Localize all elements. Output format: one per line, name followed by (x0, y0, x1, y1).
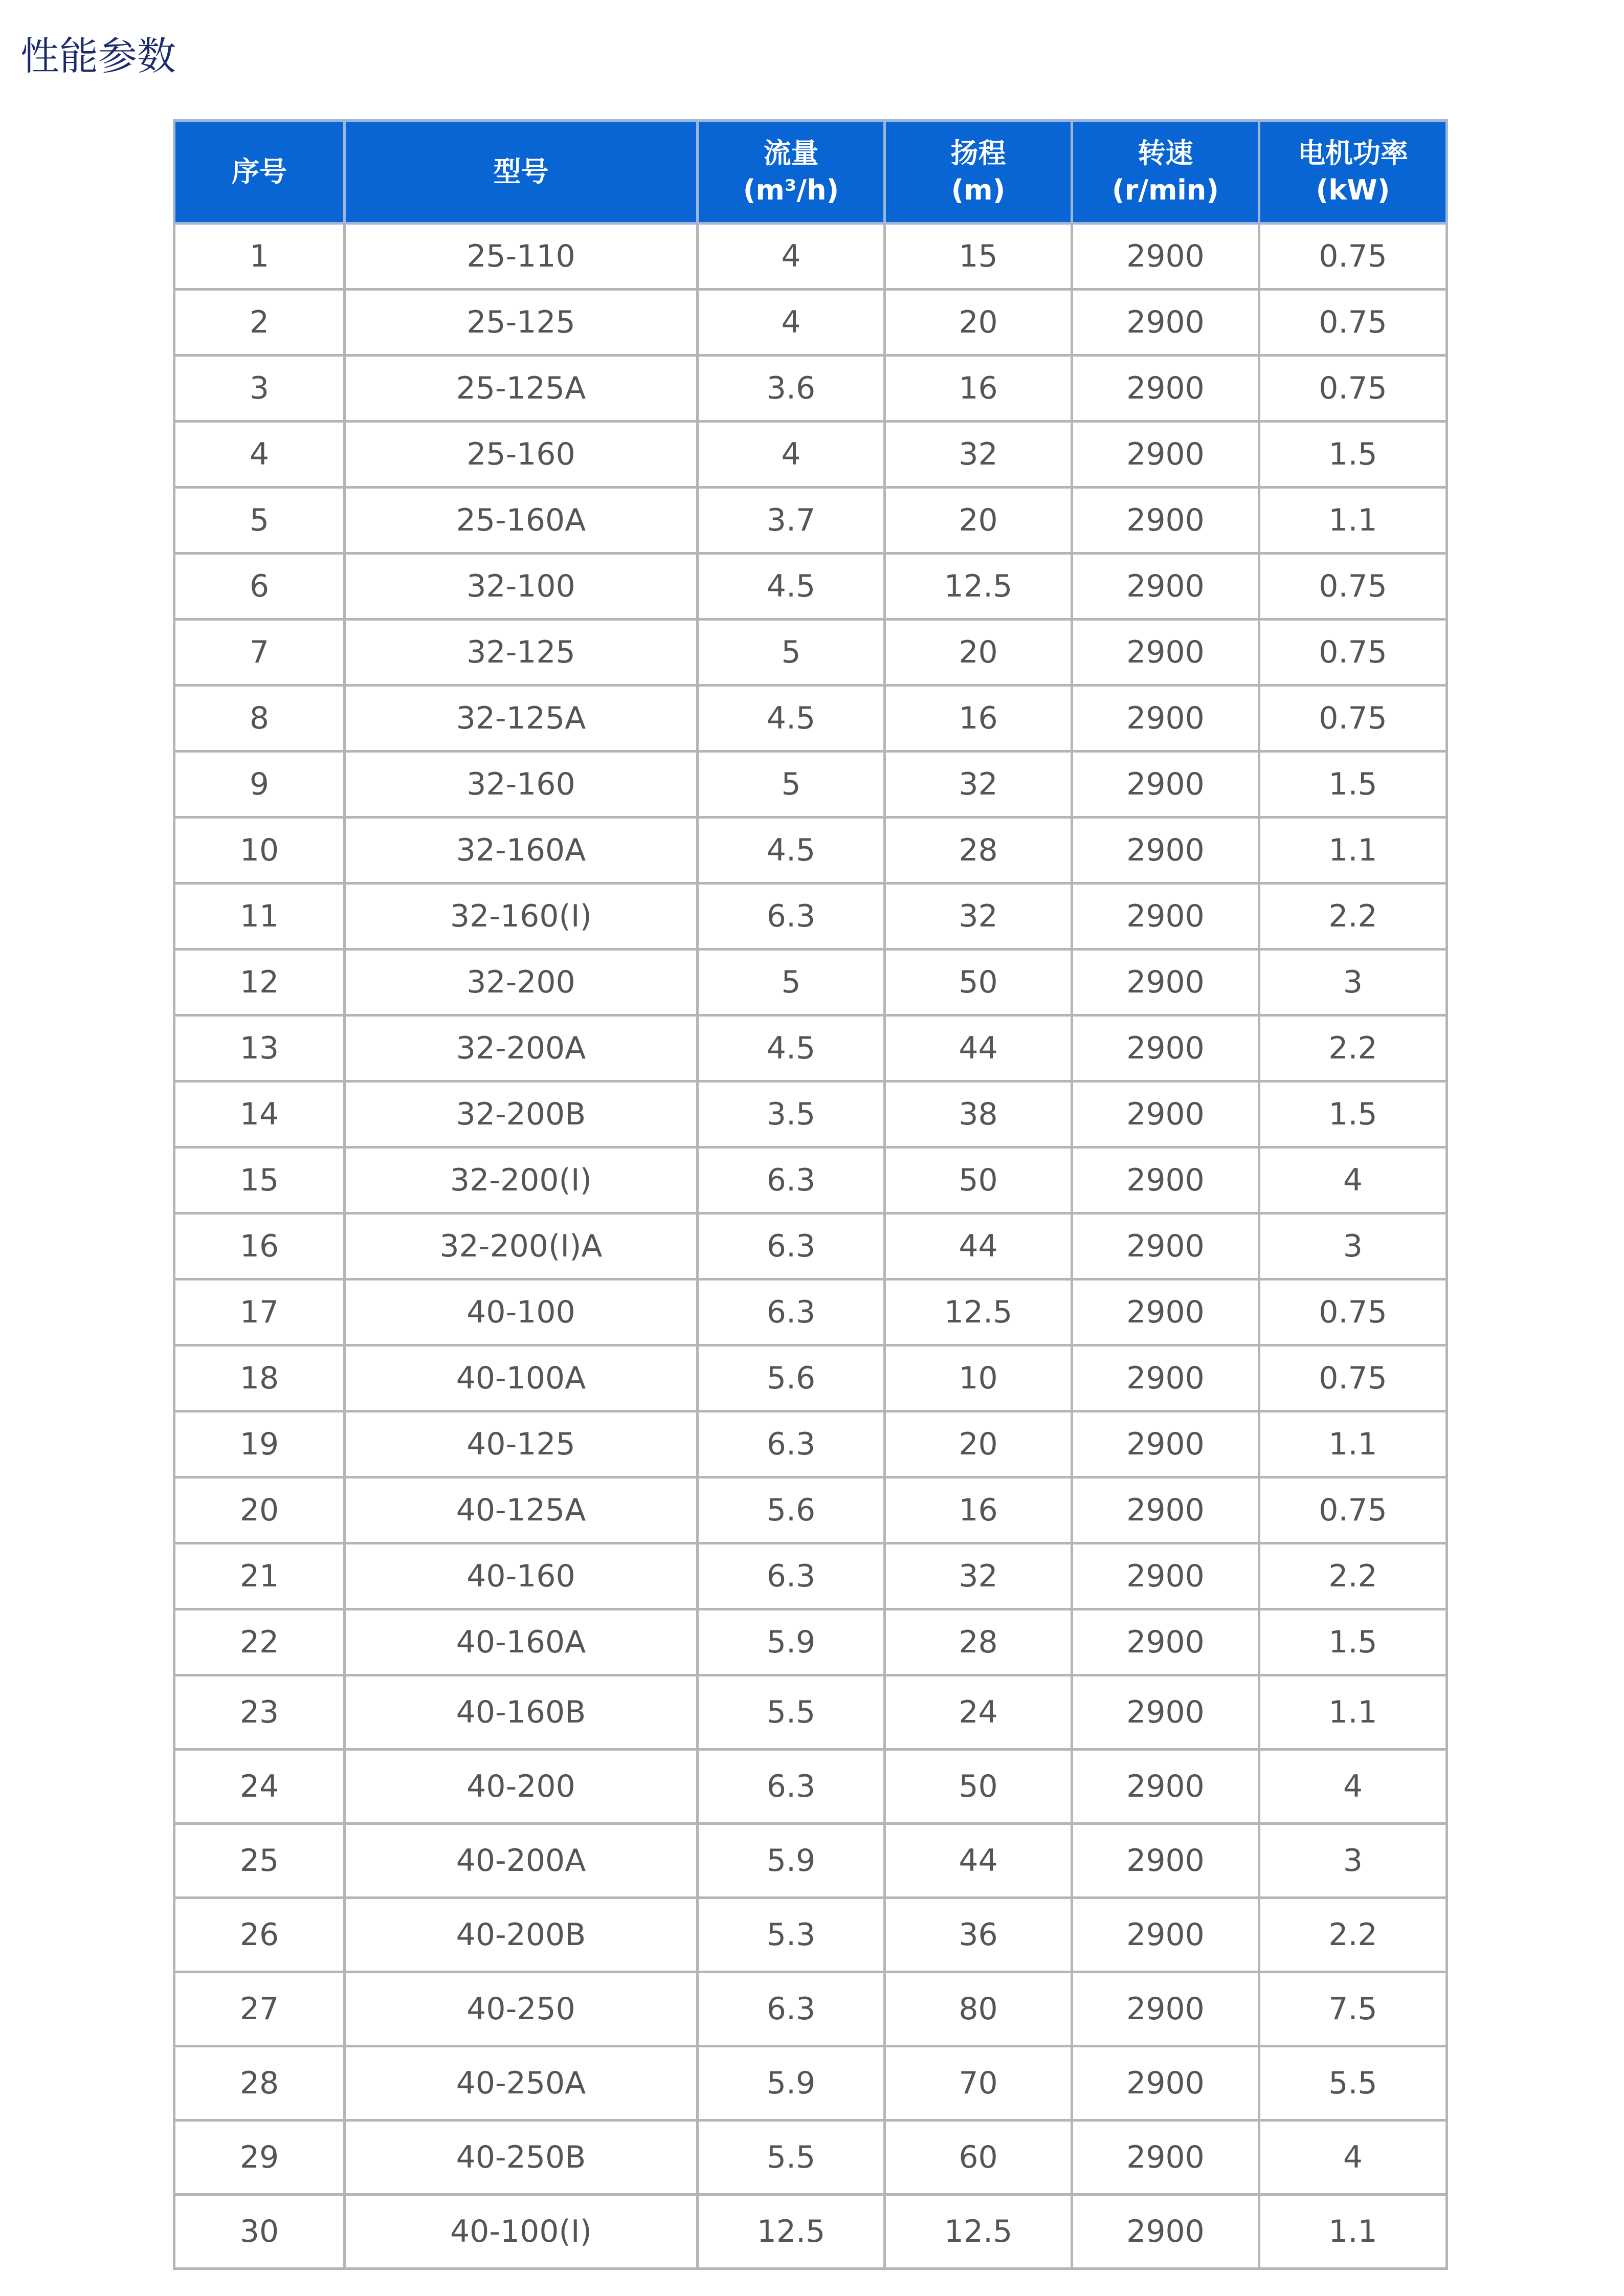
cell-head: 15 (885, 224, 1072, 290)
cell-motor-power: 3 (1259, 950, 1447, 1015)
cell-index: 30 (174, 2195, 345, 2269)
table-row (174, 2121, 1447, 2195)
cell-index: 2 (174, 290, 345, 356)
cell-motor-power: 4 (1259, 1147, 1447, 1213)
cell-head: 60 (885, 2121, 1072, 2195)
cell-model: 40-200B (345, 1898, 698, 1972)
header-model (345, 121, 698, 224)
cell-speed: 2900 (1072, 1898, 1259, 1972)
cell-motor-power: 0.75 (1259, 554, 1447, 620)
cell-model: 32-200B (345, 1081, 698, 1147)
cell-motor-power: 0.75 (1259, 620, 1447, 686)
header-head (885, 121, 1072, 224)
table-row (174, 1147, 1447, 1213)
cell-flow: 6.3 (698, 884, 885, 950)
cell-model: 40-100A (345, 1345, 698, 1411)
cell-flow: 5 (698, 752, 885, 818)
table-row (174, 1345, 1447, 1411)
cell-index: 21 (174, 1543, 345, 1609)
cell-index: 23 (174, 1675, 345, 1750)
cell-speed: 2900 (1072, 1147, 1259, 1213)
header-label: 扬程 (950, 137, 1006, 169)
table-row (174, 2195, 1447, 2269)
cell-flow: 4.5 (698, 818, 885, 884)
table-row (174, 1081, 1447, 1147)
cell-speed: 2900 (1072, 1477, 1259, 1543)
cell-flow: 5.9 (698, 2046, 885, 2121)
table-row (174, 1609, 1447, 1675)
table-row (174, 686, 1447, 752)
cell-index: 25 (174, 1824, 345, 1898)
cell-flow: 5.6 (698, 1345, 885, 1411)
cell-motor-power: 1.1 (1259, 488, 1447, 554)
cell-model: 32-125 (345, 620, 698, 686)
cell-motor-power: 0.75 (1259, 1477, 1447, 1543)
cell-speed: 2900 (1072, 1750, 1259, 1824)
table-row (174, 620, 1447, 686)
cell-speed: 2900 (1072, 1609, 1259, 1675)
header-unit: (m³/h) (743, 174, 839, 206)
cell-motor-power: 4 (1259, 1750, 1447, 1824)
cell-flow: 6.3 (698, 1147, 885, 1213)
cell-head: 12.5 (885, 1279, 1072, 1345)
cell-index: 15 (174, 1147, 345, 1213)
cell-model: 40-200 (345, 1750, 698, 1824)
cell-motor-power: 2.2 (1259, 1898, 1447, 1972)
header-unit: (r/min) (1112, 174, 1219, 206)
cell-model: 32-200(I)A (345, 1213, 698, 1279)
cell-speed: 2900 (1072, 290, 1259, 356)
cell-head: 50 (885, 1750, 1072, 1824)
table-row (174, 1972, 1447, 2046)
cell-head: 70 (885, 2046, 1072, 2121)
cell-index: 27 (174, 1972, 345, 2046)
cell-motor-power: 3 (1259, 1213, 1447, 1279)
table-body (174, 224, 1447, 2269)
cell-speed: 2900 (1072, 1213, 1259, 1279)
cell-motor-power: 2.2 (1259, 884, 1447, 950)
cell-index: 16 (174, 1213, 345, 1279)
cell-speed: 2900 (1072, 950, 1259, 1015)
cell-motor-power: 1.5 (1259, 752, 1447, 818)
cell-index: 19 (174, 1411, 345, 1477)
cell-model: 40-100 (345, 1279, 698, 1345)
header-flow (698, 121, 885, 224)
table-row (174, 884, 1447, 950)
cell-flow: 4 (698, 422, 885, 488)
cell-model: 32-200A (345, 1015, 698, 1081)
table-row (174, 1411, 1447, 1477)
cell-motor-power: 1.5 (1259, 422, 1447, 488)
cell-motor-power: 1.1 (1259, 818, 1447, 884)
cell-head: 16 (885, 356, 1072, 422)
cell-motor-power: 1.1 (1259, 2195, 1447, 2269)
table-row (174, 356, 1447, 422)
cell-head: 50 (885, 950, 1072, 1015)
cell-head: 20 (885, 620, 1072, 686)
table-row (174, 2046, 1447, 2121)
cell-head: 16 (885, 1477, 1072, 1543)
cell-speed: 2900 (1072, 2121, 1259, 2195)
page-title: 性能参数 (20, 33, 176, 79)
table-row (174, 1477, 1447, 1543)
cell-model: 40-250 (345, 1972, 698, 2046)
cell-model: 32-160(I) (345, 884, 698, 950)
cell-motor-power: 0.75 (1259, 1279, 1447, 1345)
cell-motor-power: 1.1 (1259, 1411, 1447, 1477)
cell-flow: 3.7 (698, 488, 885, 554)
cell-speed: 2900 (1072, 686, 1259, 752)
cell-model: 40-250A (345, 2046, 698, 2121)
cell-motor-power: 2.2 (1259, 1543, 1447, 1609)
table-row (174, 1898, 1447, 1972)
cell-flow: 5 (698, 620, 885, 686)
table-row (174, 1279, 1447, 1345)
table-row (174, 1213, 1447, 1279)
cell-index: 4 (174, 422, 345, 488)
cell-motor-power: 7.5 (1259, 1972, 1447, 2046)
cell-index: 24 (174, 1750, 345, 1824)
cell-head: 80 (885, 1972, 1072, 2046)
cell-speed: 2900 (1072, 1972, 1259, 2046)
cell-model: 25-125A (345, 356, 698, 422)
cell-speed: 2900 (1072, 1015, 1259, 1081)
table-row (174, 1015, 1447, 1081)
cell-model: 40-125A (345, 1477, 698, 1543)
cell-flow: 4.5 (698, 1015, 885, 1081)
cell-speed: 2900 (1072, 884, 1259, 950)
cell-model: 32-125A (345, 686, 698, 752)
cell-model: 40-250B (345, 2121, 698, 2195)
cell-index: 17 (174, 1279, 345, 1345)
cell-speed: 2900 (1072, 752, 1259, 818)
cell-head: 10 (885, 1345, 1072, 1411)
cell-flow: 5.5 (698, 2121, 885, 2195)
cell-motor-power: 0.75 (1259, 224, 1447, 290)
cell-flow: 3.6 (698, 356, 885, 422)
cell-speed: 2900 (1072, 1824, 1259, 1898)
cell-index: 28 (174, 2046, 345, 2121)
cell-flow: 3.5 (698, 1081, 885, 1147)
table-row (174, 422, 1447, 488)
cell-speed: 2900 (1072, 224, 1259, 290)
cell-speed: 2900 (1072, 2195, 1259, 2269)
cell-head: 38 (885, 1081, 1072, 1147)
cell-head: 36 (885, 1898, 1072, 1972)
header-index (174, 121, 345, 224)
header-unit: (m) (951, 174, 1006, 206)
cell-flow: 4.5 (698, 686, 885, 752)
cell-index: 12 (174, 950, 345, 1015)
cell-head: 50 (885, 1147, 1072, 1213)
cell-flow: 5.6 (698, 1477, 885, 1543)
cell-flow: 5.9 (698, 1609, 885, 1675)
cell-flow: 4.5 (698, 554, 885, 620)
cell-flow: 6.3 (698, 1213, 885, 1279)
cell-motor-power: 1.1 (1259, 1675, 1447, 1750)
cell-motor-power: 1.5 (1259, 1081, 1447, 1147)
cell-index: 11 (174, 884, 345, 950)
cell-head: 32 (885, 752, 1072, 818)
table-header-row (174, 121, 1447, 224)
cell-motor-power: 0.75 (1259, 290, 1447, 356)
cell-flow: 6.3 (698, 1543, 885, 1609)
cell-model: 40-125 (345, 1411, 698, 1477)
cell-flow: 6.3 (698, 1279, 885, 1345)
header-speed (1072, 121, 1259, 224)
table-row (174, 290, 1447, 356)
cell-index: 9 (174, 752, 345, 818)
cell-motor-power: 0.75 (1259, 1345, 1447, 1411)
cell-head: 20 (885, 488, 1072, 554)
cell-speed: 2900 (1072, 818, 1259, 884)
cell-head: 32 (885, 422, 1072, 488)
cell-speed: 2900 (1072, 1279, 1259, 1345)
header-unit: (kW) (1316, 174, 1390, 206)
header-label: 转速 (1138, 137, 1193, 169)
cell-model: 32-160A (345, 818, 698, 884)
cell-head: 44 (885, 1015, 1072, 1081)
header-label: 序号 (232, 156, 287, 188)
cell-motor-power: 2.2 (1259, 1015, 1447, 1081)
cell-head: 32 (885, 1543, 1072, 1609)
cell-head: 12.5 (885, 554, 1072, 620)
cell-index: 10 (174, 818, 345, 884)
cell-speed: 2900 (1072, 620, 1259, 686)
cell-head: 44 (885, 1824, 1072, 1898)
cell-index: 8 (174, 686, 345, 752)
cell-flow: 5.3 (698, 1898, 885, 1972)
header-label: 流量 (763, 137, 819, 169)
cell-flow: 5.5 (698, 1675, 885, 1750)
header-label: 电机功率 (1298, 137, 1408, 169)
table-row (174, 1543, 1447, 1609)
cell-speed: 2900 (1072, 356, 1259, 422)
cell-model: 25-160A (345, 488, 698, 554)
cell-model: 32-160 (345, 752, 698, 818)
cell-head: 28 (885, 818, 1072, 884)
cell-flow: 4 (698, 224, 885, 290)
cell-model: 40-160A (345, 1609, 698, 1675)
cell-motor-power: 3 (1259, 1824, 1447, 1898)
cell-speed: 2900 (1072, 488, 1259, 554)
cell-speed: 2900 (1072, 1543, 1259, 1609)
cell-head: 16 (885, 686, 1072, 752)
cell-head: 20 (885, 1411, 1072, 1477)
cell-index: 26 (174, 1898, 345, 1972)
cell-head: 24 (885, 1675, 1072, 1750)
cell-head: 12.5 (885, 2195, 1072, 2269)
cell-motor-power: 5.5 (1259, 2046, 1447, 2121)
table-row (174, 950, 1447, 1015)
cell-flow: 6.3 (698, 1411, 885, 1477)
table-row (174, 1675, 1447, 1750)
table-row (174, 488, 1447, 554)
cell-motor-power: 4 (1259, 2121, 1447, 2195)
cell-motor-power: 0.75 (1259, 686, 1447, 752)
cell-speed: 2900 (1072, 2046, 1259, 2121)
cell-model: 32-200 (345, 950, 698, 1015)
cell-index: 3 (174, 356, 345, 422)
cell-motor-power: 0.75 (1259, 356, 1447, 422)
cell-head: 32 (885, 884, 1072, 950)
cell-flow: 6.3 (698, 1750, 885, 1824)
cell-index: 13 (174, 1015, 345, 1081)
cell-model: 25-160 (345, 422, 698, 488)
cell-speed: 2900 (1072, 422, 1259, 488)
cell-index: 7 (174, 620, 345, 686)
table-row (174, 1824, 1447, 1898)
cell-flow: 4 (698, 290, 885, 356)
cell-flow: 12.5 (698, 2195, 885, 2269)
table-row (174, 1750, 1447, 1824)
spec-table (173, 119, 1448, 2270)
cell-index: 5 (174, 488, 345, 554)
cell-speed: 2900 (1072, 1411, 1259, 1477)
cell-model: 25-125 (345, 290, 698, 356)
table-row (174, 554, 1447, 620)
cell-model: 40-160B (345, 1675, 698, 1750)
cell-index: 18 (174, 1345, 345, 1411)
cell-model: 40-160 (345, 1543, 698, 1609)
header-label: 型号 (493, 156, 549, 188)
cell-flow: 5 (698, 950, 885, 1015)
cell-index: 22 (174, 1609, 345, 1675)
cell-index: 6 (174, 554, 345, 620)
cell-index: 14 (174, 1081, 345, 1147)
cell-model: 32-200(I) (345, 1147, 698, 1213)
cell-index: 1 (174, 224, 345, 290)
cell-model: 40-200A (345, 1824, 698, 1898)
cell-model: 40-100(I) (345, 2195, 698, 2269)
table-row (174, 752, 1447, 818)
cell-motor-power: 1.5 (1259, 1609, 1447, 1675)
cell-speed: 2900 (1072, 1345, 1259, 1411)
cell-flow: 5.9 (698, 1824, 885, 1898)
table-row (174, 224, 1447, 290)
cell-index: 20 (174, 1477, 345, 1543)
cell-head: 44 (885, 1213, 1072, 1279)
cell-head: 20 (885, 290, 1072, 356)
cell-index: 29 (174, 2121, 345, 2195)
cell-speed: 2900 (1072, 1675, 1259, 1750)
cell-model: 32-100 (345, 554, 698, 620)
cell-speed: 2900 (1072, 1081, 1259, 1147)
cell-head: 28 (885, 1609, 1072, 1675)
cell-speed: 2900 (1072, 554, 1259, 620)
cell-model: 25-110 (345, 224, 698, 290)
cell-flow: 6.3 (698, 1972, 885, 2046)
header-motor-power (1259, 121, 1447, 224)
table-row (174, 818, 1447, 884)
